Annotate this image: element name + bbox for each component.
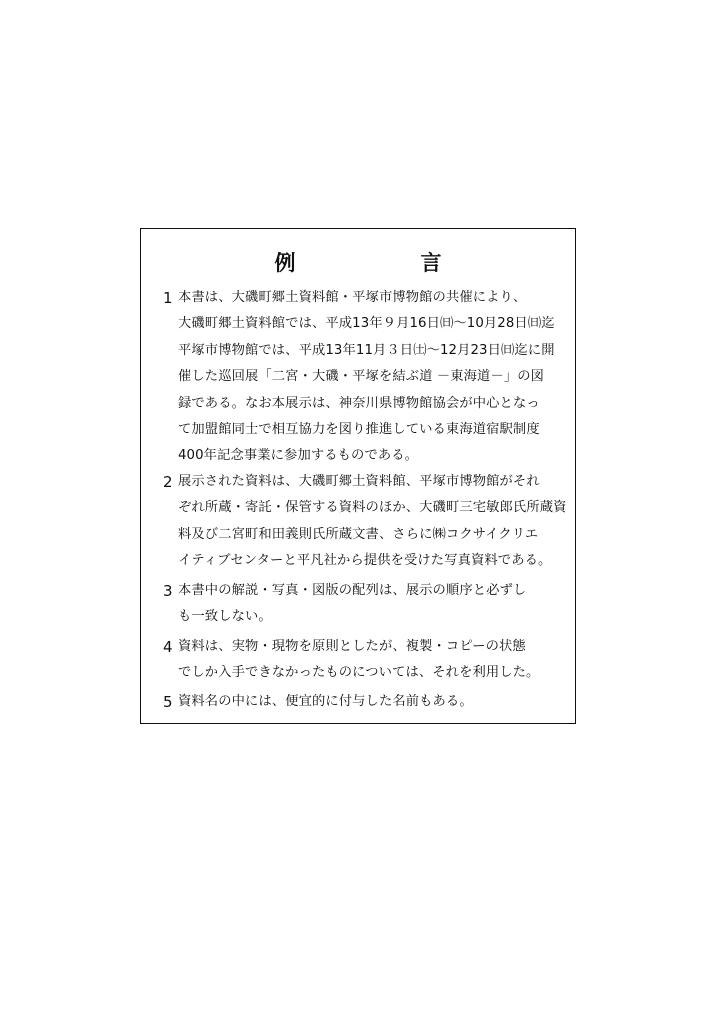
note-line: 本書は、大磯町郷土資料館・平塚市博物館の共催により、	[178, 290, 527, 305]
note-line: ぞれ所蔵・寄託・保管する資料のほか、大磯町三宅敏郎氏所蔵資	[178, 500, 567, 516]
note-line: でしか入手できなかったものについては、それを利用した。	[178, 665, 540, 681]
note-line: て加盟館同士で相互協力を図り推進している東海道宿駅制度	[178, 422, 540, 438]
note-line: 400年記念事業に参加するものである。	[178, 448, 419, 464]
note-number: 4	[163, 638, 173, 656]
note-line: 料及び二宮町和田義則氏所蔵文書、さらに㈱コクサイクリエ	[178, 526, 539, 542]
note-number: 1	[163, 289, 173, 307]
note-item-2	[163, 469, 567, 575]
note-number: 2	[163, 473, 173, 491]
note-item-3	[163, 578, 561, 631]
note-line: 本書中の解説・写真・図版の配列は、展示の順序と必ずし	[178, 583, 527, 598]
note-line: イティブセンターと平凡社から提供を受けた写真資料である。	[178, 553, 552, 569]
note-item-1	[163, 285, 561, 470]
note-line: 録である。なお本展示は、神奈川県博物館協会が中心となっ	[178, 395, 540, 411]
note-number: 5	[163, 693, 173, 711]
note-line: も一致しない。	[178, 609, 272, 625]
notes-frame	[140, 228, 576, 724]
note-line: 資料名の中には、便宜的に付与した名前もある。	[178, 694, 473, 709]
note-line: 大磯町郷土資料館では、平成13年９月16日㈰～10月28日㈰迄	[178, 316, 555, 332]
note-line: 展示された資料は、大磯町郷土資料館、平塚市博物館がそれ	[178, 474, 540, 489]
note-line: 平塚市博物館では、平成13年11月３日㈯～12月23日㈰迄に開	[178, 342, 555, 358]
note-item-5	[163, 689, 561, 715]
note-item-4	[163, 634, 561, 687]
page-title: 例 言	[274, 251, 494, 275]
note-number: 3	[163, 582, 173, 600]
note-line: 資料は、実物・現物を原則としたが、複製・コピーの状態	[178, 639, 526, 654]
note-line: 催した巡回展「二宮・大磯・平塚を結ぶ道 －東海道－」の図	[178, 369, 545, 385]
